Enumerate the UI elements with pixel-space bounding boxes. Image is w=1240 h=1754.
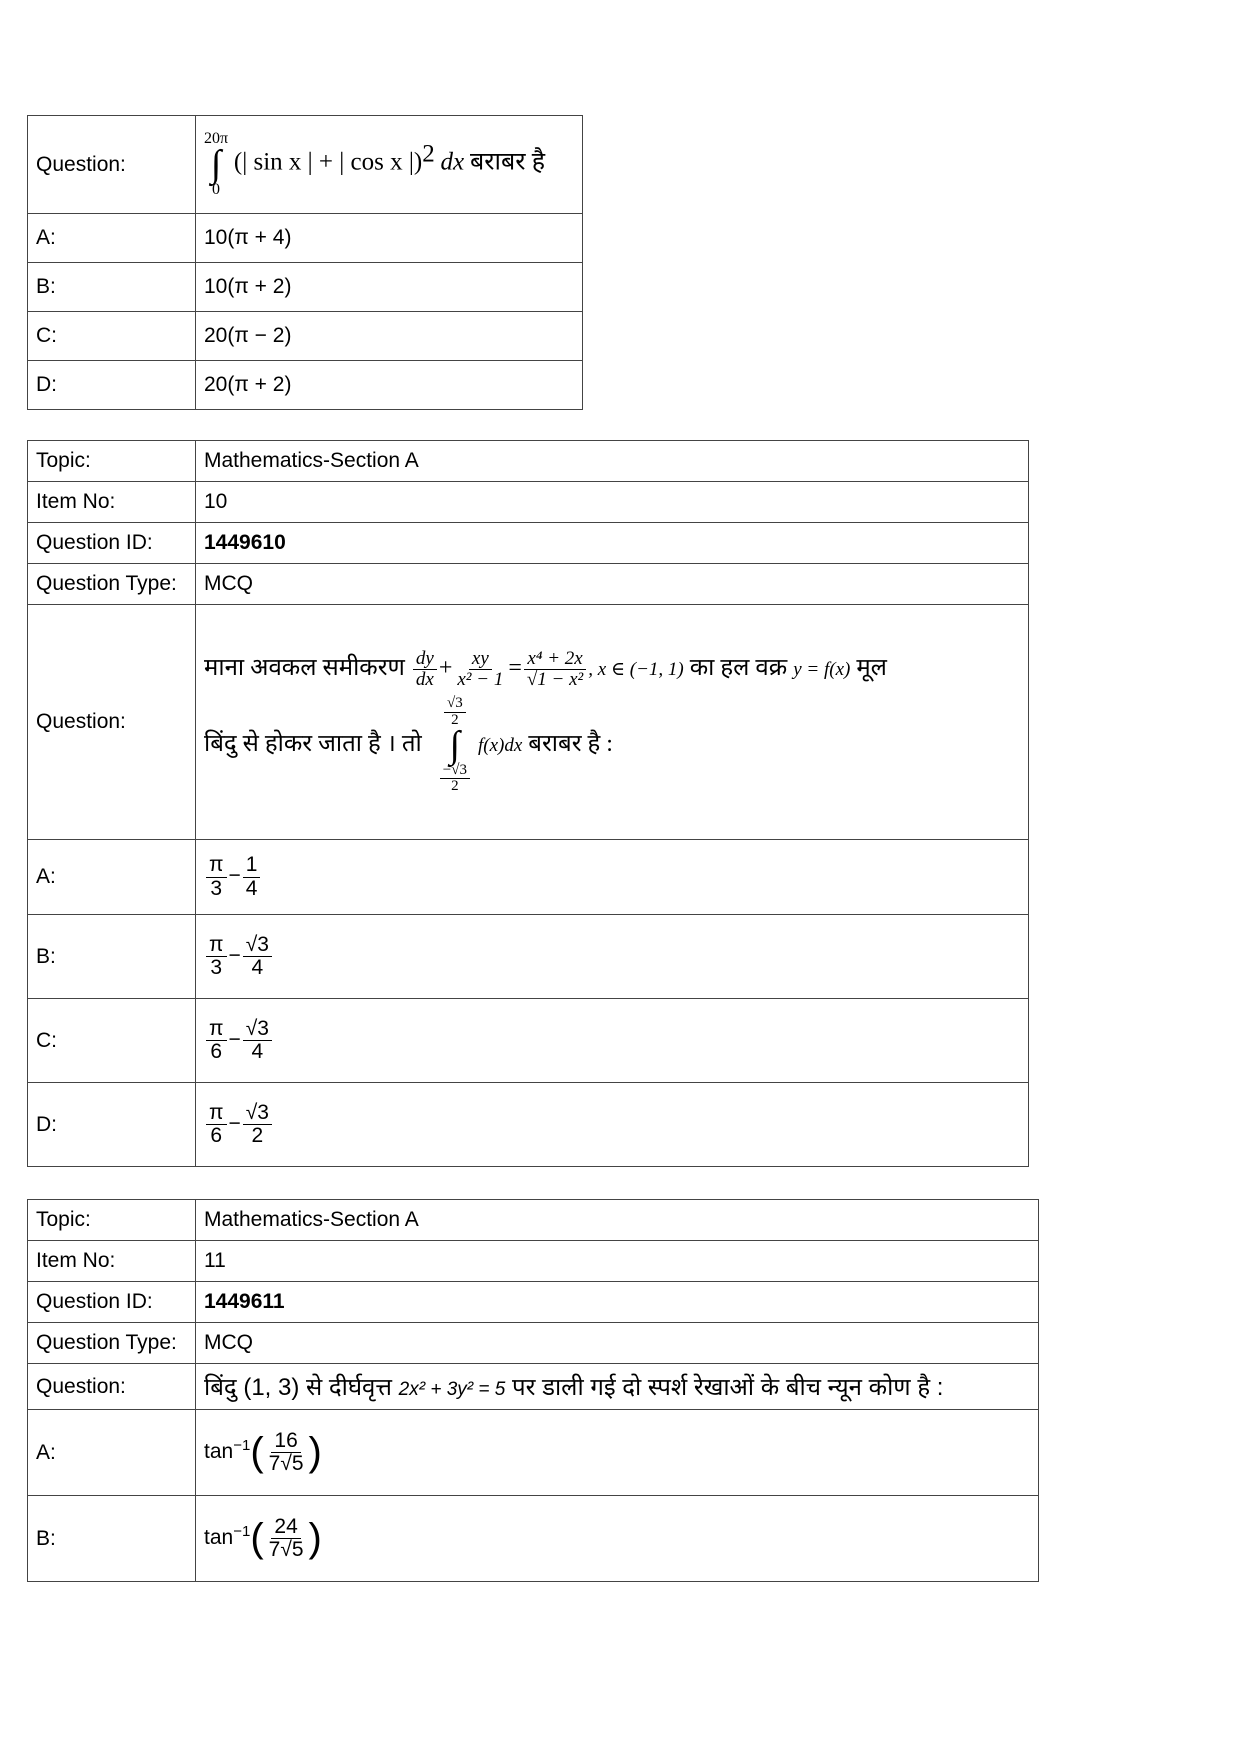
fraction-numerator: √3	[444, 696, 466, 713]
option-b	[196, 1496, 1039, 1582]
rhs-fraction	[524, 649, 586, 690]
question-type-value: MCQ	[196, 564, 1029, 605]
topic-value: Mathematics-Section A	[196, 1200, 1039, 1241]
fraction-denominator: 2	[451, 778, 459, 795]
fraction	[243, 934, 272, 979]
fraction-numerator: −√3	[440, 763, 470, 780]
dx: dx	[440, 149, 465, 177]
equals-sign: =	[508, 654, 522, 681]
question-type-label: Question Type:	[28, 564, 196, 605]
question-content	[196, 1364, 1039, 1410]
item-no-label: Item No:	[28, 1241, 196, 1282]
left-paren-icon: (	[250, 1430, 264, 1474]
question-line-1	[204, 649, 1020, 690]
option-b-label: B:	[28, 915, 196, 999]
question-content	[196, 605, 1029, 840]
integrand-power: 2	[422, 141, 435, 169]
integral-sign-icon: ∫	[449, 724, 461, 767]
definite-integral	[438, 696, 472, 795]
minus-sign: −	[228, 864, 241, 888]
question-text: का हल वक्र	[689, 654, 788, 681]
fraction-numerator: 16	[271, 1430, 300, 1453]
function-name: tan	[204, 1440, 234, 1464]
integrand: f(x)dx	[477, 734, 523, 756]
fraction-denominator: √1 − x²	[526, 668, 584, 690]
fraction-numerator: π	[206, 1018, 227, 1041]
fraction	[266, 1430, 307, 1475]
question-type-value: MCQ	[196, 1323, 1039, 1364]
xy-fraction	[454, 649, 506, 690]
question-content	[196, 116, 583, 214]
option-d	[196, 1083, 1029, 1167]
inverse-exponent: −1	[233, 1523, 251, 1541]
fraction-numerator: 24	[271, 1516, 300, 1539]
option-c	[196, 999, 1029, 1083]
fraction-denominator: 6	[210, 1040, 223, 1063]
question-label: Question:	[28, 116, 196, 214]
fraction-numerator: π	[206, 854, 227, 877]
item-no-value: 10	[196, 482, 1029, 523]
topic-value: Mathematics-Section A	[196, 441, 1029, 482]
question-text: मूल	[856, 654, 887, 681]
fraction	[266, 1516, 307, 1561]
fraction	[206, 854, 227, 899]
integrand: (| sin x | + | cos x |)	[233, 149, 423, 177]
question-table-2	[27, 440, 1029, 1167]
option-c-label: C:	[28, 999, 196, 1083]
fraction	[243, 1102, 272, 1147]
question-label: Question:	[28, 605, 196, 840]
fraction	[206, 1102, 227, 1147]
minus-sign: −	[228, 1028, 241, 1052]
question-type-label: Question Type:	[28, 1323, 196, 1364]
option-b	[196, 915, 1029, 999]
question-table-3	[27, 1199, 1039, 1582]
integral	[204, 131, 228, 197]
fraction-numerator: √3	[243, 1102, 272, 1125]
question-text: बिंदु से होकर जाता है । तो	[204, 730, 422, 757]
option-d-label: D:	[28, 1083, 196, 1167]
topic-label: Topic:	[28, 441, 196, 482]
fraction-denominator: 3	[210, 876, 223, 900]
integral-upper-limit: 20π	[204, 130, 229, 148]
minus-sign: −	[228, 1112, 241, 1136]
fraction	[243, 854, 261, 899]
fraction-denominator: 2	[251, 1124, 264, 1147]
function-expression: y = f(x)	[793, 658, 851, 680]
fraction-numerator: dy	[413, 649, 437, 670]
derivative-fraction	[413, 649, 437, 690]
fraction-denominator: 7√5	[268, 1538, 304, 1561]
option-c: 20(π − 2)	[196, 312, 583, 361]
fraction-numerator: √3	[243, 934, 272, 957]
fraction-denominator: 7√5	[268, 1452, 304, 1475]
fraction	[206, 934, 227, 979]
question-text: बिंदु (1, 3) से दीर्घवृत्त	[204, 1374, 392, 1401]
fraction-numerator: π	[206, 1102, 227, 1125]
right-paren-icon: )	[308, 1516, 322, 1560]
option-d: 20(π + 2)	[196, 361, 583, 410]
question-table-1	[27, 115, 583, 410]
item-no-value: 11	[196, 1241, 1039, 1282]
fraction-denominator: 3	[210, 956, 223, 979]
domain: , x ∈ (−1, 1)	[588, 658, 684, 680]
option-c-label: C:	[28, 312, 196, 361]
fraction-numerator: x⁴ + 2x	[524, 649, 585, 670]
option-a	[196, 1410, 1039, 1496]
fraction	[206, 1018, 227, 1063]
option-a-label: A:	[28, 214, 196, 263]
fraction-denominator: 4	[251, 956, 264, 979]
inverse-exponent: −1	[233, 1437, 251, 1455]
option-b-label: B:	[28, 263, 196, 312]
option-a: 10(π + 4)	[196, 214, 583, 263]
integral-lower-limit	[440, 763, 470, 796]
question-text: पर डाली गई दो स्पर्श रेखाओं के बीच न्यून कोण है :	[512, 1374, 944, 1401]
function-name: tan	[204, 1526, 234, 1550]
fraction-denominator: 4	[251, 1040, 264, 1063]
fraction	[243, 1018, 272, 1063]
fraction-numerator: xy	[469, 649, 492, 670]
fraction-denominator: 2	[451, 711, 459, 728]
integral-sign-icon: ∫	[210, 143, 222, 186]
question-text: माना अवकल समीकरण	[204, 654, 405, 681]
fraction-denominator: x² − 1	[457, 668, 504, 690]
right-paren-icon: )	[308, 1430, 322, 1474]
integral-lower-limit: 0	[212, 180, 221, 198]
plus-sign: +	[438, 654, 453, 681]
question-label: Question:	[28, 1364, 196, 1410]
left-paren-icon: (	[250, 1516, 264, 1560]
item-no-label: Item No:	[28, 482, 196, 523]
option-b: 10(π + 2)	[196, 263, 583, 312]
option-a-label: A:	[28, 840, 196, 915]
fraction-denominator: 4	[245, 876, 258, 900]
fraction-numerator: √3	[243, 1018, 272, 1041]
question-text: बराबर है :	[528, 730, 613, 757]
ellipse-equation: 2x² + 3y² = 5	[398, 1379, 506, 1400]
option-b-label: B:	[28, 1496, 196, 1582]
fraction-numerator: 1	[243, 854, 261, 877]
fraction-denominator: dx	[415, 668, 434, 690]
topic-label: Topic:	[28, 1200, 196, 1241]
option-d-label: D:	[28, 361, 196, 410]
minus-sign: −	[228, 944, 241, 968]
question-id-value: 1449610	[196, 523, 1029, 564]
question-suffix: बराबर है	[470, 149, 546, 177]
fraction-denominator: 6	[210, 1124, 223, 1147]
question-id-value: 1449611	[196, 1282, 1039, 1323]
question-line-2	[204, 696, 1020, 795]
question-id-label: Question ID:	[28, 523, 196, 564]
option-a-label: A:	[28, 1410, 196, 1496]
question-id-label: Question ID:	[28, 1282, 196, 1323]
option-a	[196, 840, 1029, 915]
fraction-numerator: π	[206, 934, 227, 957]
